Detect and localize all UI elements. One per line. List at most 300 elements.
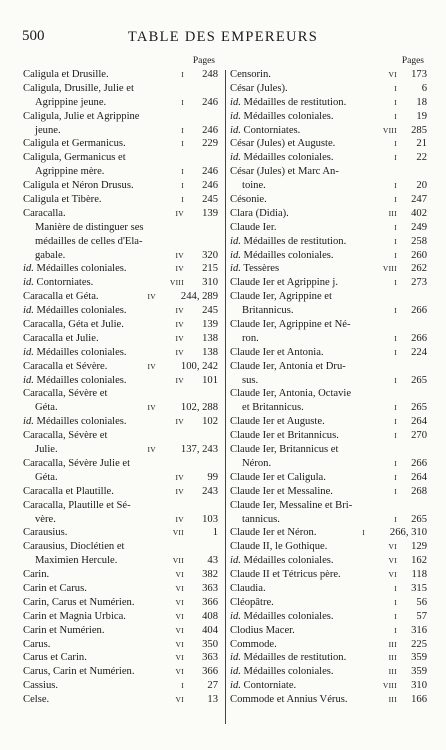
entry-name xyxy=(23,638,50,652)
entry-prefix: id. xyxy=(230,152,241,164)
entry-name xyxy=(230,360,346,374)
entry-name xyxy=(230,96,346,110)
entry-name xyxy=(242,179,266,193)
index-entry xyxy=(23,415,218,429)
entry-volume: IV xyxy=(175,264,184,274)
entry-name xyxy=(230,679,296,693)
entry-volume: VIII xyxy=(169,278,184,288)
entry-page: 224 xyxy=(411,346,427,358)
index-entry xyxy=(230,665,427,679)
index-entry xyxy=(23,540,218,554)
entry-page: 262 xyxy=(411,263,427,275)
entry-page: 102 xyxy=(202,416,218,428)
pages-column-header: Pages xyxy=(192,56,215,66)
entry-name xyxy=(230,137,335,151)
entry-name xyxy=(230,415,325,429)
entry-page: 310 xyxy=(202,277,218,289)
index-entry xyxy=(230,526,427,540)
entry-name xyxy=(230,276,338,290)
index-entry xyxy=(23,207,218,221)
index-entry xyxy=(23,193,218,207)
index-entry xyxy=(23,96,218,110)
entry-page: 162 xyxy=(411,555,427,567)
entry-page: 43 xyxy=(207,555,218,567)
entry-volume: VI xyxy=(175,667,184,677)
index-entry xyxy=(230,165,427,179)
index-entry xyxy=(230,513,427,527)
entry-name xyxy=(23,582,87,596)
entry-volume: VI xyxy=(175,695,184,705)
entry-name xyxy=(230,582,266,596)
entry-text: Caligula et Drusille. xyxy=(23,69,109,80)
entry-text: Médailles coloniales. xyxy=(33,346,127,358)
entry-name xyxy=(230,443,338,457)
entry-text: Cassius. xyxy=(23,680,59,692)
entry-text: Claude II et Tétricus père. xyxy=(230,569,341,581)
entry-prefix: id. xyxy=(230,110,241,122)
entry-page: 320 xyxy=(202,249,218,261)
entry-volume: III xyxy=(388,667,397,677)
entry-text: Censorin. xyxy=(230,69,271,80)
index-entry xyxy=(23,387,218,401)
entry-volume: I xyxy=(362,528,365,538)
entry-name xyxy=(23,82,134,96)
entry-page: 1 xyxy=(212,527,218,539)
entry-page: 248 xyxy=(202,69,218,80)
entry-name xyxy=(23,415,127,429)
index-entry xyxy=(230,610,427,624)
entry-volume: I xyxy=(394,111,397,121)
entry-name xyxy=(23,360,107,374)
entry-prefix: id. xyxy=(230,249,241,261)
entry-page: 118 xyxy=(411,569,427,581)
index-entry xyxy=(23,443,218,457)
entry-name xyxy=(35,471,58,485)
entry-text: Claude II, le Gothique. xyxy=(230,541,328,553)
index-entry xyxy=(23,276,218,290)
entry-page: 18 xyxy=(416,96,427,108)
entry-name xyxy=(230,235,346,249)
entry-name xyxy=(230,387,351,401)
entry-page: 22 xyxy=(416,152,427,164)
entry-name xyxy=(230,318,350,332)
entry-text: Britannicus. xyxy=(242,305,294,317)
entry-volume: I xyxy=(181,181,184,191)
entry-page: 260 xyxy=(411,249,427,261)
entry-page: 245 xyxy=(202,305,218,317)
index-entry xyxy=(23,82,218,96)
entry-page: 246 xyxy=(202,166,218,178)
index-entry xyxy=(23,485,218,499)
index-entry xyxy=(230,193,427,207)
index-entry xyxy=(230,124,427,138)
page-title: TABLE DES EMPEREURS xyxy=(127,29,319,45)
entry-text: Caligula et Néron Drusus. xyxy=(23,180,134,192)
entry-name xyxy=(230,429,339,443)
entry-page: 245 xyxy=(202,194,218,206)
entry-volume: I xyxy=(394,431,397,441)
entry-name xyxy=(23,332,99,346)
index-entry xyxy=(23,262,218,276)
entry-volume: VI xyxy=(175,639,184,649)
entry-text: Médailles coloniales. xyxy=(240,110,334,122)
entry-text: Caracalla, Sévère et xyxy=(23,430,108,442)
index-entry xyxy=(23,124,218,138)
index-entry xyxy=(23,68,218,82)
entry-name xyxy=(23,485,114,499)
entry-text: Celse. xyxy=(23,694,50,706)
entry-volume: I xyxy=(181,167,184,177)
entry-volume: IV xyxy=(147,445,156,455)
index-entry xyxy=(230,485,427,499)
index-column-right xyxy=(230,54,427,707)
entry-name xyxy=(230,471,326,485)
entry-text: Médailles de restitution. xyxy=(240,96,347,108)
entry-volume: VII xyxy=(172,556,184,566)
entry-page: 247 xyxy=(411,194,427,206)
entry-volume: VII xyxy=(172,528,184,538)
entry-name xyxy=(23,540,125,554)
page-header xyxy=(0,0,446,48)
entry-text: Claude Ier et Néron. xyxy=(230,527,317,539)
index-entry xyxy=(230,582,427,596)
entry-page: 264 xyxy=(411,416,427,428)
entry-text: Carin, Carus et Numérien. xyxy=(23,596,135,608)
entry-volume: I xyxy=(181,681,184,691)
entry-name xyxy=(23,610,126,624)
entry-page: 246 xyxy=(202,124,218,136)
entry-page: 173 xyxy=(411,69,427,80)
entry-volume: I xyxy=(394,611,397,621)
entry-text: Cléopâtre. xyxy=(230,596,274,608)
index-entry xyxy=(23,235,218,249)
entry-text: Caligula, Germanicus et xyxy=(23,152,126,164)
entry-text: Claude Ier, Britannicus et xyxy=(230,444,339,456)
index-entry xyxy=(230,82,427,96)
index-entry xyxy=(230,276,427,290)
entry-volume: IV xyxy=(175,320,184,330)
entry-text: Claudia. xyxy=(230,582,266,594)
entry-page: 266 xyxy=(411,457,427,469)
entry-volume: IV xyxy=(175,208,184,218)
entry-text: Médailles coloniales. xyxy=(33,263,127,275)
index-entry xyxy=(230,318,427,332)
entry-text: Carin et Carus. xyxy=(23,582,87,594)
entry-name xyxy=(230,665,334,679)
entry-page: 265 xyxy=(411,402,427,414)
entry-page: 359 xyxy=(411,666,427,678)
entry-prefix: id. xyxy=(230,124,241,136)
entry-page: 99 xyxy=(207,471,218,483)
entry-name xyxy=(230,568,341,582)
entry-text: Caracalla et Plautille. xyxy=(23,485,114,497)
index-entry xyxy=(230,415,427,429)
entry-name xyxy=(23,262,127,276)
entry-name xyxy=(230,526,316,540)
entry-text: vère. xyxy=(35,513,56,525)
entry-page: 363 xyxy=(202,582,218,594)
index-entry xyxy=(23,499,218,513)
entry-page: 265 xyxy=(411,513,427,525)
entry-text: toine. xyxy=(242,180,266,192)
entry-name xyxy=(230,207,289,221)
entry-name xyxy=(230,221,276,235)
entry-volume: I xyxy=(394,347,397,357)
entry-text: Claude Ier et Caligula. xyxy=(230,471,326,483)
index-entry xyxy=(23,179,218,193)
entry-volume: III xyxy=(388,208,397,218)
entry-volume: VI xyxy=(175,625,184,635)
entry-name xyxy=(23,387,107,401)
entry-text: César (Jules) et Marc An- xyxy=(230,166,339,178)
entry-volume: I xyxy=(394,514,397,524)
entry-prefix: id. xyxy=(23,374,34,386)
entry-name xyxy=(242,374,258,388)
entry-page: 382 xyxy=(202,569,218,581)
entry-text: Caligula, Drusille, Julie et xyxy=(23,82,134,94)
entry-text: Claude Ier et Agrippine j. xyxy=(230,277,338,289)
entry-page: 366 xyxy=(202,666,218,678)
entry-text: Médailles coloniales. xyxy=(240,610,334,622)
entry-volume: VI xyxy=(175,611,184,621)
entry-name xyxy=(23,137,126,151)
entry-text: Carus, Carin et Numérien. xyxy=(23,666,135,678)
entry-name xyxy=(23,499,131,513)
index-entry xyxy=(23,332,218,346)
entry-volume: IV xyxy=(175,472,184,482)
page-number: 500 xyxy=(22,28,45,44)
index-entry xyxy=(230,96,427,110)
entry-page: 244, 289 xyxy=(180,291,218,303)
entry-volume: VI xyxy=(175,597,184,607)
entry-name xyxy=(230,540,327,554)
index-entry xyxy=(23,679,218,693)
entry-name xyxy=(230,554,334,568)
entry-name xyxy=(23,693,49,707)
entry-page: 243 xyxy=(202,485,218,497)
entry-text: Caracalla, Plautille et Sé- xyxy=(23,499,131,511)
entry-volume: I xyxy=(394,181,397,191)
entry-page: 266, 310 xyxy=(389,527,427,539)
entry-text: Contorniates. xyxy=(240,124,301,136)
index-entry xyxy=(230,568,427,582)
entry-name xyxy=(35,554,117,568)
entry-volume: IV xyxy=(175,375,184,385)
index-entry xyxy=(230,651,427,665)
entry-name xyxy=(230,151,334,165)
index-entry xyxy=(230,304,427,318)
entry-page: 366 xyxy=(202,596,218,608)
entry-volume: VI xyxy=(388,542,397,552)
entry-volume: VI xyxy=(175,583,184,593)
entry-volume: I xyxy=(394,486,397,496)
index-entry xyxy=(230,457,427,471)
entry-prefix: id. xyxy=(23,263,34,275)
entry-page: 264 xyxy=(411,471,427,483)
entry-page: 350 xyxy=(202,638,218,650)
index-entry xyxy=(230,679,427,693)
entry-prefix: id. xyxy=(230,652,241,664)
entry-text: Médailles coloniales. xyxy=(33,305,127,317)
entry-text: Médailles coloniales. xyxy=(240,249,334,261)
entry-volume: IV xyxy=(147,403,156,413)
entry-page: 268 xyxy=(411,485,427,497)
index-entry xyxy=(230,429,427,443)
index-entry xyxy=(23,318,218,332)
entry-name xyxy=(35,124,61,138)
entry-text: Claude Ier, Messaline et Bri- xyxy=(230,499,353,511)
entry-name xyxy=(230,485,333,499)
entry-page: 310 xyxy=(411,680,427,692)
entry-text: Carausius, Dioclétien et xyxy=(23,541,125,553)
entry-volume: VI xyxy=(388,556,397,566)
entry-text: Néron. xyxy=(242,457,272,469)
entry-page: 56 xyxy=(416,596,427,608)
entry-page: 137, 243 xyxy=(180,444,218,456)
column-divider xyxy=(225,70,226,724)
index-entry xyxy=(230,346,427,360)
entry-volume: I xyxy=(181,97,184,107)
entry-name xyxy=(23,651,87,665)
entry-name xyxy=(35,235,143,249)
index-entry xyxy=(23,110,218,124)
index-entry xyxy=(230,332,427,346)
entry-text: Claude Ier, Antonia et Dru- xyxy=(230,360,346,372)
index-entry xyxy=(230,290,427,304)
index-entry xyxy=(230,221,427,235)
index-entry xyxy=(23,290,218,304)
entry-name xyxy=(23,568,49,582)
entry-name xyxy=(230,110,334,124)
entry-page: 100, 242 xyxy=(180,360,218,372)
index-entry xyxy=(230,693,427,707)
entry-text: Carausius. xyxy=(23,527,68,539)
entry-page: 27 xyxy=(207,680,218,692)
entry-name xyxy=(23,304,127,318)
entry-text: Caracalla. xyxy=(23,207,66,219)
entry-volume: I xyxy=(394,236,397,246)
entry-text: Claude Ier, Agrippine et Né- xyxy=(230,319,351,331)
entry-text: Claude Ier, Agrippine et xyxy=(230,291,332,303)
entry-prefix: id. xyxy=(230,610,241,622)
entry-text: Médailles coloniales. xyxy=(33,416,127,428)
index-entry xyxy=(23,665,218,679)
entry-name xyxy=(35,443,58,457)
entry-text: Caracalla et Julie. xyxy=(23,332,99,344)
entry-volume: I xyxy=(394,403,397,413)
index-entry xyxy=(230,68,427,82)
entry-text: Clara (Didia). xyxy=(230,207,289,219)
entry-volume: III xyxy=(388,653,397,663)
entry-text: Julie. xyxy=(35,444,58,456)
entry-volume: I xyxy=(394,417,397,427)
entry-page: 246 xyxy=(202,180,218,192)
entry-volume: III xyxy=(388,639,397,649)
index-entry xyxy=(230,596,427,610)
entry-text: jeune. xyxy=(35,124,61,136)
entry-name xyxy=(35,249,65,263)
entry-text: Clodius Macer. xyxy=(230,624,295,636)
entry-name xyxy=(23,207,66,221)
index-entry xyxy=(23,374,218,388)
entry-text: Contorniate. xyxy=(240,680,297,692)
entry-page: 316 xyxy=(411,624,427,636)
entry-volume: IV xyxy=(175,250,184,260)
entry-volume: IV xyxy=(175,417,184,427)
entry-text: Tessères xyxy=(240,263,280,275)
entry-name xyxy=(230,290,332,304)
index-entry xyxy=(230,638,427,652)
entry-text: Caracalla, Sévère Julie et xyxy=(23,457,131,469)
entry-volume: IV xyxy=(147,361,156,371)
pages-column-header: Pages xyxy=(401,56,424,66)
entry-text: Carin et Numérien. xyxy=(23,624,105,636)
entry-volume: I xyxy=(394,597,397,607)
entry-name xyxy=(23,193,102,207)
entry-volume: I xyxy=(394,97,397,107)
entry-prefix: id. xyxy=(230,680,241,692)
index-entry xyxy=(23,165,218,179)
entry-text: gabale. xyxy=(35,249,66,261)
index-entry xyxy=(23,596,218,610)
entry-name xyxy=(23,346,127,360)
entry-text: tannicus. xyxy=(242,513,280,525)
entry-prefix: id. xyxy=(230,263,241,275)
entry-text: Agrippine jeune. xyxy=(35,96,107,108)
entry-page: 6 xyxy=(421,82,427,94)
entry-text: Caracalla, Sévère et xyxy=(23,388,108,400)
entry-name xyxy=(230,68,271,82)
index-entry xyxy=(23,651,218,665)
entry-volume: I xyxy=(394,375,397,385)
index-entry xyxy=(230,360,427,374)
entry-prefix: id. xyxy=(23,277,34,289)
entry-volume: IV xyxy=(147,292,156,302)
entry-volume: I xyxy=(394,625,397,635)
entry-name xyxy=(242,332,259,346)
index-entry xyxy=(230,401,427,415)
entry-text: Manière de distinguer ses xyxy=(35,221,144,233)
entry-volume: VIII xyxy=(382,681,397,691)
entry-volume: I xyxy=(394,472,397,482)
index-entry xyxy=(23,304,218,318)
entry-name xyxy=(242,457,271,471)
entry-name xyxy=(230,610,334,624)
index-entry xyxy=(23,151,218,165)
entry-page: 103 xyxy=(202,513,218,525)
entry-page: 20 xyxy=(416,180,427,192)
entry-text: Caracalla et Sévère. xyxy=(23,360,108,372)
index-entry xyxy=(23,568,218,582)
entry-name xyxy=(23,151,126,165)
entry-volume: I xyxy=(394,458,397,468)
index-entry xyxy=(23,360,218,374)
entry-name xyxy=(35,221,144,235)
entry-volume: IV xyxy=(175,347,184,357)
entry-text: Caligula, Julie et Agrippine xyxy=(23,110,140,122)
entry-page: 273 xyxy=(411,277,427,289)
entry-volume: I xyxy=(181,139,184,149)
entry-name xyxy=(23,290,99,304)
entry-text: Carus et Carin. xyxy=(23,652,87,664)
index-entry xyxy=(230,540,427,554)
entry-name xyxy=(23,526,67,540)
entry-prefix: id. xyxy=(23,346,34,358)
entry-page: 21 xyxy=(416,138,427,150)
entry-volume: VI xyxy=(175,570,184,580)
index-entry xyxy=(230,235,427,249)
entry-text: Claude Ier et Messaline. xyxy=(230,485,333,497)
